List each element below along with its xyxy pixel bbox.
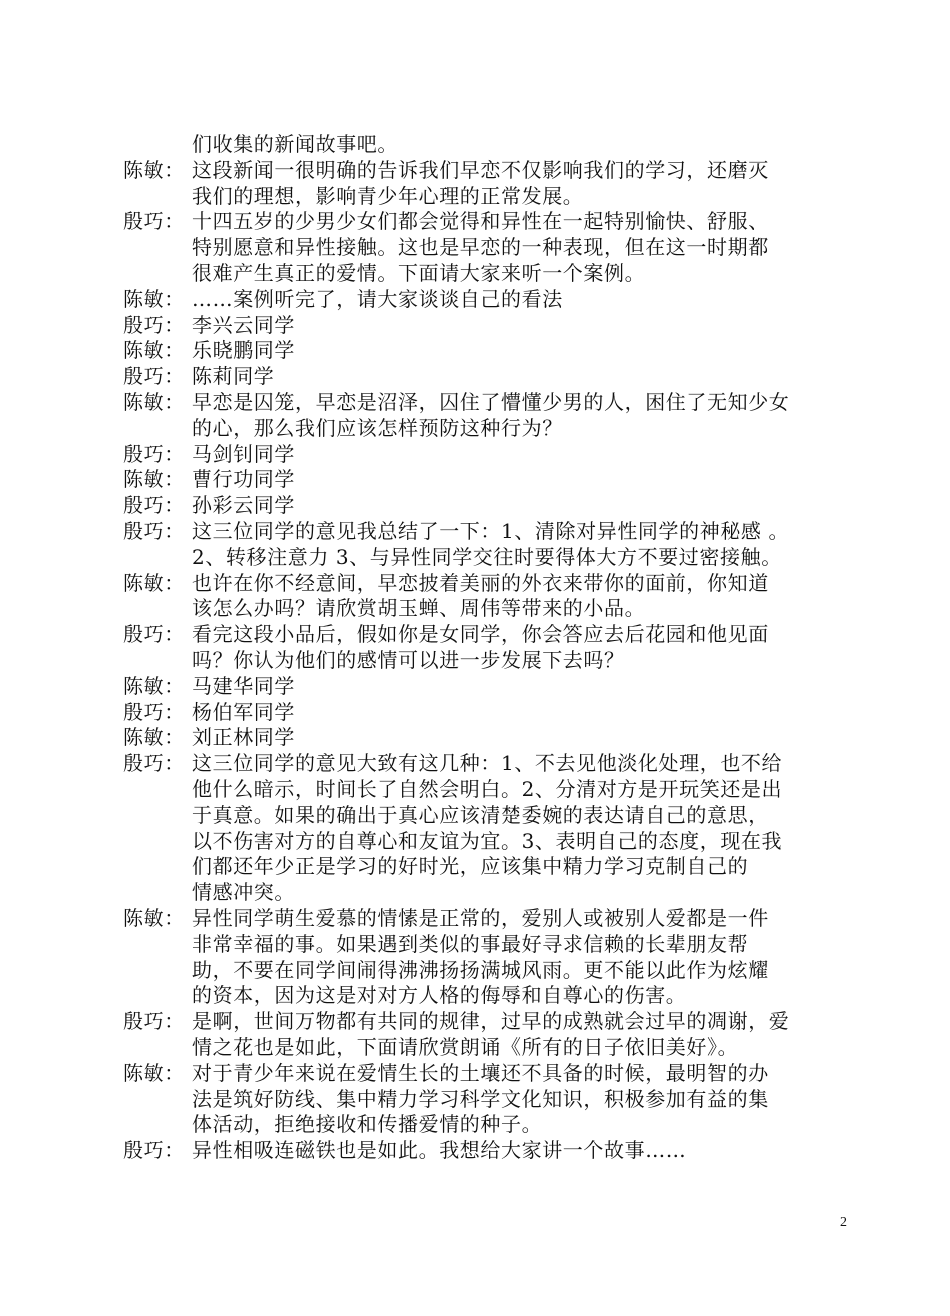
speaker-label: 陈敏： bbox=[123, 674, 185, 698]
dialogue-line: 马剑钊同学 bbox=[192, 442, 295, 466]
dialogue-line: 这段新闻一很明确的告诉我们早恋不仅影响我们的学习，还磨灭 bbox=[192, 158, 769, 182]
speaker-label: 陈敏： bbox=[123, 571, 185, 595]
speaker-label: 殷巧： bbox=[123, 519, 185, 543]
dialogue-line: 是啊，世间万物都有共同的规律，过早的成熟就会过早的凋谢，爱 bbox=[192, 1009, 790, 1033]
dialogue-line: 乐晓鹏同学 bbox=[192, 338, 295, 362]
speaker-label: 陈敏： bbox=[123, 390, 185, 414]
speaker-label: 殷巧： bbox=[123, 209, 185, 233]
dialogue-line: 他什么暗示，时间长了自然会明白。2、分清对方是开玩笑还是出 bbox=[192, 777, 783, 801]
speaker-label: 殷巧： bbox=[123, 364, 185, 388]
dialogue-line: 于真意。如果的确出于真心应该清楚委婉的表达请自己的意思， bbox=[192, 803, 769, 827]
dialogue-line: 马建华同学 bbox=[192, 674, 295, 698]
dialogue-line: 助，不要在同学间闹得沸沸扬扬满城风雨。更不能以此作为炫耀 bbox=[192, 958, 769, 982]
dialogue-line: 李兴云同学 bbox=[192, 313, 295, 337]
speaker-label: 陈敏： bbox=[123, 906, 185, 930]
dialogue-line: 该怎么办吗？请欣赏胡玉蝉、周伟等带来的小品。 bbox=[192, 596, 646, 620]
dialogue-line: 这三位同学的意见大致有这几种：1、不去见他淡化处理，也不给 bbox=[192, 751, 783, 775]
dialogue-line: 以不伤害对方的自尊心和友谊为宜。3、表明自己的态度，现在我 bbox=[192, 829, 783, 853]
dialogue-line: 的资本，因为这是对对方人格的侮辱和自尊心的伤害。 bbox=[192, 983, 687, 1007]
dialogue-line: 十四五岁的少男少女们都会觉得和异性在一起特别愉快、舒服、 bbox=[192, 209, 769, 233]
dialogue-line: 对于青少年来说在爱情生长的土壤还不具备的时候，最明智的办 bbox=[192, 1061, 769, 1085]
dialogue-line: 也许在你不经意间，早恋披着美丽的外衣来带你的面前，你知道 bbox=[192, 571, 769, 595]
dialogue-line: 刘正林同学 bbox=[192, 725, 295, 749]
speaker-label: 殷巧： bbox=[123, 622, 185, 646]
dialogue-line: 们都还年少正是学习的好时光，应该集中精力学习克制自己的 bbox=[192, 854, 749, 878]
dialogue-line: 情之花也是如此，下面请欣赏朗诵《所有的日子依旧美好》。 bbox=[192, 1035, 739, 1059]
dialogue-line: 杨伯军同学 bbox=[192, 700, 295, 724]
dialogue-line: 的心，那么我们应该怎样预防这种行为？ bbox=[192, 416, 563, 440]
dialogue-line: 早恋是囚笼，早恋是沼泽，囚住了懵懂少男的人，困住了无知少女 bbox=[192, 390, 790, 414]
speaker-label: 殷巧： bbox=[123, 442, 185, 466]
speaker-label: 殷巧： bbox=[123, 1009, 185, 1033]
dialogue-line: 异性相吸连磁铁也是如此。我想给大家讲一个故事…… bbox=[192, 1138, 687, 1162]
dialogue-line: 曹行功同学 bbox=[192, 467, 295, 491]
dialogue-line: 陈莉同学 bbox=[192, 364, 275, 388]
dialogue-line: 情感冲突。 bbox=[192, 880, 295, 904]
speaker-label: 陈敏： bbox=[123, 725, 185, 749]
dialogue-line: 这三位同学的意见我总结了一下：1、清除对异性同学的神秘感 。 bbox=[192, 519, 790, 543]
dialogue-line: 体活动，拒绝接收和传播爱情的种子。 bbox=[192, 1112, 543, 1136]
speaker-label: 殷巧： bbox=[123, 313, 185, 337]
dialogue-line: ……案例听完了，请大家谈谈自己的看法 bbox=[192, 287, 563, 311]
dialogue-line: 吗？你认为他们的感情可以进一步发展下去吗？ bbox=[192, 648, 625, 672]
speaker-label: 陈敏： bbox=[123, 287, 185, 311]
speaker-label: 陈敏： bbox=[123, 1061, 185, 1085]
speaker-label: 殷巧： bbox=[123, 751, 185, 775]
speaker-label: 殷巧： bbox=[123, 493, 185, 517]
speaker-label: 陈敏： bbox=[123, 467, 185, 491]
dialogue-line: 2、转移注意力 3、与异性同学交往时要得体大方不要过密接触。 bbox=[192, 545, 782, 569]
dialogue-line: 异性同学萌生爱慕的情愫是正常的，爱别人或被别人爱都是一件 bbox=[192, 906, 769, 930]
dialogue-line: 我们的理想，影响青少年心理的正常发展。 bbox=[192, 184, 584, 208]
speaker-label: 殷巧： bbox=[123, 700, 185, 724]
speaker-label: 殷巧： bbox=[123, 1138, 185, 1162]
dialogue-line: 们收集的新闻故事吧。 bbox=[192, 132, 398, 156]
dialogue-line: 特别愿意和异性接触。这也是早恋的一种表现，但在这一时期都 bbox=[192, 235, 769, 259]
dialogue-line: 很难产生真正的爱情。下面请大家来听一个案例。 bbox=[192, 261, 646, 285]
speaker-label: 陈敏： bbox=[123, 338, 185, 362]
dialogue-line: 非常幸福的事。如果遇到类似的事最好寻求信赖的长辈朋友帮 bbox=[192, 932, 749, 956]
dialogue-line: 看完这段小品后，假如你是女同学，你会答应去后花园和他见面 bbox=[192, 622, 769, 646]
dialogue-line: 孙彩云同学 bbox=[192, 493, 295, 517]
page-number: 2 bbox=[840, 1215, 847, 1230]
speaker-label: 陈敏： bbox=[123, 158, 185, 182]
dialogue-line: 法是筑好防线、集中精力学习科学文化知识，积极参加有益的集 bbox=[192, 1087, 769, 1111]
